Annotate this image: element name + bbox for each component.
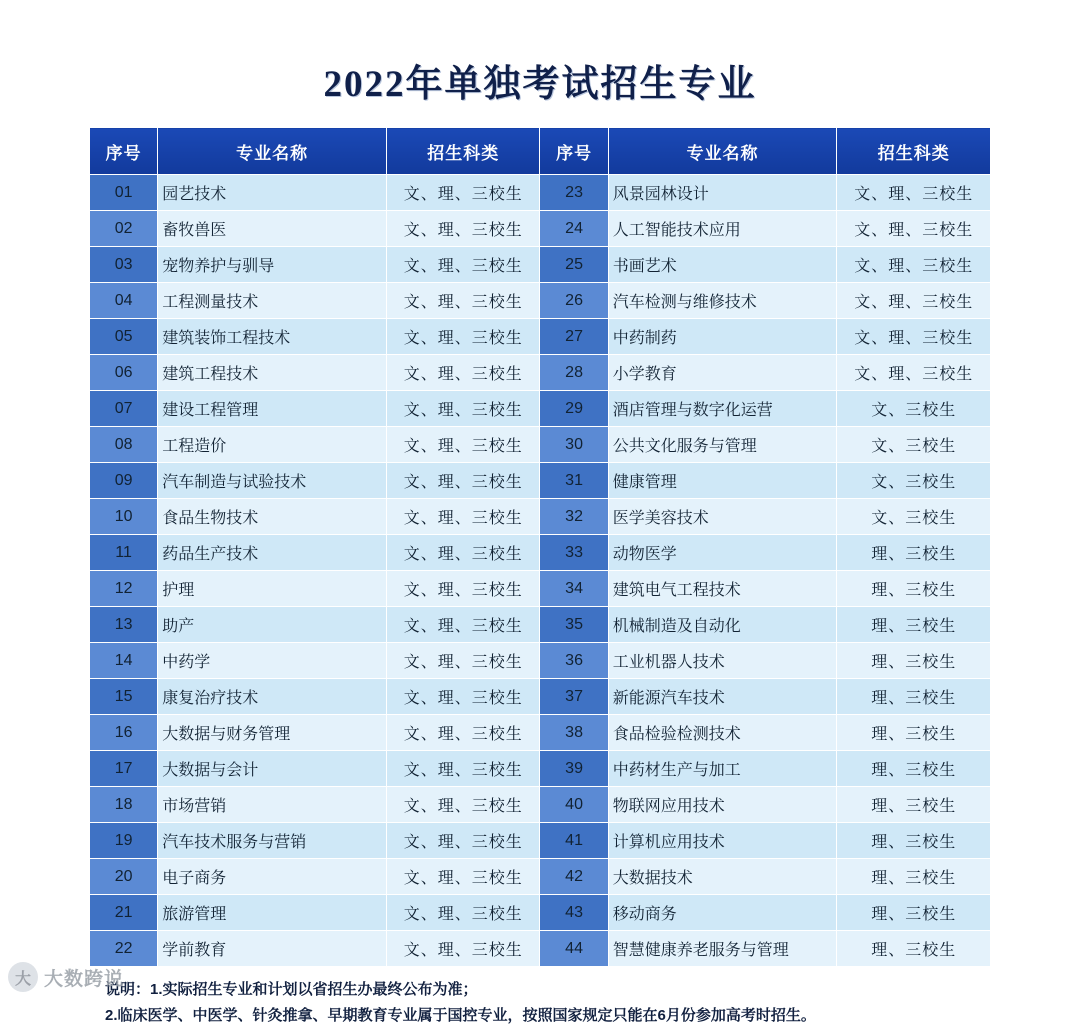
- cell-name-left: 食品生物技术: [158, 499, 387, 535]
- watermark-logo-icon: 大: [8, 962, 38, 992]
- cell-name-right: 健康管理: [608, 463, 837, 499]
- cell-num-right: 25: [540, 247, 608, 283]
- table-row: [90, 823, 991, 859]
- cell-type-right: 文、三校生: [837, 499, 991, 535]
- table-row: [90, 391, 991, 427]
- cell-type-right: 理、三校生: [837, 535, 991, 571]
- cell-type-right: 文、理、三校生: [837, 211, 991, 247]
- cell-type-right: 理、三校生: [837, 679, 991, 715]
- header-num-right: 序号: [540, 128, 608, 175]
- cell-type-left: 文、理、三校生: [386, 679, 540, 715]
- cell-type-right: 理、三校生: [837, 859, 991, 895]
- cell-name-left: 旅游管理: [158, 895, 387, 931]
- cell-name-right: 大数据技术: [608, 859, 837, 895]
- cell-num-right: 44: [540, 931, 608, 967]
- cell-type-left: 文、理、三校生: [386, 355, 540, 391]
- watermark-text: 大数跨说: [44, 968, 125, 990]
- cell-type-left: 文、理、三校生: [386, 319, 540, 355]
- cell-num-left: 05: [90, 319, 158, 355]
- cell-name-right: 中药材生产与加工: [608, 751, 837, 787]
- cell-num-right: 37: [540, 679, 608, 715]
- watermark: [8, 962, 124, 992]
- cell-name-right: 建筑电气工程技术: [608, 571, 837, 607]
- cell-name-right: 酒店管理与数字化运营: [608, 391, 837, 427]
- cell-num-right: 26: [540, 283, 608, 319]
- cell-type-right: 文、理、三校生: [837, 247, 991, 283]
- cell-num-left: 11: [90, 535, 158, 571]
- cell-type-right: 理、三校生: [837, 895, 991, 931]
- cell-type-right: 理、三校生: [837, 931, 991, 967]
- cell-type-right: 文、理、三校生: [837, 175, 991, 211]
- cell-type-right: 文、三校生: [837, 391, 991, 427]
- header-name-right: 专业名称: [608, 128, 837, 175]
- cell-type-right: 理、三校生: [837, 823, 991, 859]
- table-row: [90, 751, 991, 787]
- cell-type-left: 文、理、三校生: [386, 247, 540, 283]
- table-row: [90, 787, 991, 823]
- cell-num-right: 23: [540, 175, 608, 211]
- table-row: [90, 679, 991, 715]
- cell-num-left: 07: [90, 391, 158, 427]
- cell-name-right: 移动商务: [608, 895, 837, 931]
- cell-type-left: 文、理、三校生: [386, 463, 540, 499]
- header-type-left: 招生科类: [386, 128, 540, 175]
- cell-num-left: 13: [90, 607, 158, 643]
- cell-num-right: 27: [540, 319, 608, 355]
- cell-name-right: 物联网应用技术: [608, 787, 837, 823]
- cell-name-left: 大数据与财务管理: [158, 715, 387, 751]
- cell-type-left: 文、理、三校生: [386, 931, 540, 967]
- cell-name-right: 计算机应用技术: [608, 823, 837, 859]
- cell-type-right: 理、三校生: [837, 751, 991, 787]
- table-row: [90, 211, 991, 247]
- cell-num-left: 12: [90, 571, 158, 607]
- cell-name-left: 学前教育: [158, 931, 387, 967]
- cell-type-left: 文、理、三校生: [386, 391, 540, 427]
- majors-table: [89, 127, 991, 967]
- table-row: [90, 895, 991, 931]
- cell-num-left: 04: [90, 283, 158, 319]
- cell-name-left: 汽车技术服务与营销: [158, 823, 387, 859]
- majors-table-wrapper: [89, 127, 991, 967]
- cell-num-right: 32: [540, 499, 608, 535]
- cell-name-right: 书画艺术: [608, 247, 837, 283]
- cell-name-right: 风景园林设计: [608, 175, 837, 211]
- cell-type-left: 文、理、三校生: [386, 823, 540, 859]
- cell-type-left: 文、理、三校生: [386, 211, 540, 247]
- page-title: 2022年单独考试招生专业: [323, 64, 757, 105]
- cell-type-right: 理、三校生: [837, 787, 991, 823]
- cell-name-right: 中药制药: [608, 319, 837, 355]
- cell-name-left: 建设工程管理: [158, 391, 387, 427]
- table-row: [90, 535, 991, 571]
- cell-type-right: 理、三校生: [837, 643, 991, 679]
- cell-type-right: 文、理、三校生: [837, 355, 991, 391]
- table-body: [90, 175, 991, 967]
- cell-type-left: 文、理、三校生: [386, 643, 540, 679]
- cell-name-left: 工程造价: [158, 427, 387, 463]
- cell-num-left: 10: [90, 499, 158, 535]
- cell-name-right: 人工智能技术应用: [608, 211, 837, 247]
- cell-name-left: 中药学: [158, 643, 387, 679]
- cell-num-right: 40: [540, 787, 608, 823]
- cell-num-right: 33: [540, 535, 608, 571]
- cell-type-right: 文、三校生: [837, 463, 991, 499]
- cell-type-left: 文、理、三校生: [386, 175, 540, 211]
- cell-type-left: 文、理、三校生: [386, 895, 540, 931]
- table-row: [90, 607, 991, 643]
- cell-type-left: 文、理、三校生: [386, 535, 540, 571]
- cell-num-right: 38: [540, 715, 608, 751]
- cell-num-right: 34: [540, 571, 608, 607]
- cell-num-left: 01: [90, 175, 158, 211]
- cell-name-left: 康复治疗技术: [158, 679, 387, 715]
- cell-name-left: 工程测量技术: [158, 283, 387, 319]
- cell-num-left: 22: [90, 931, 158, 967]
- header-type-right: 招生科类: [837, 128, 991, 175]
- cell-num-right: 41: [540, 823, 608, 859]
- header-name-left: 专业名称: [158, 128, 387, 175]
- cell-num-right: 30: [540, 427, 608, 463]
- cell-num-right: 31: [540, 463, 608, 499]
- table-row: [90, 463, 991, 499]
- table-row: [90, 355, 991, 391]
- cell-num-left: 16: [90, 715, 158, 751]
- cell-name-left: 畜牧兽医: [158, 211, 387, 247]
- cell-type-left: 文、理、三校生: [386, 283, 540, 319]
- cell-type-left: 文、理、三校生: [386, 607, 540, 643]
- cell-name-left: 建筑装饰工程技术: [158, 319, 387, 355]
- cell-num-left: 09: [90, 463, 158, 499]
- cell-name-left: 助产: [158, 607, 387, 643]
- cell-type-left: 文、理、三校生: [386, 859, 540, 895]
- cell-name-right: 公共文化服务与管理: [608, 427, 837, 463]
- cell-num-left: 21: [90, 895, 158, 931]
- cell-name-left: 市场营销: [158, 787, 387, 823]
- cell-num-right: 24: [540, 211, 608, 247]
- cell-name-right: 动物医学: [608, 535, 837, 571]
- cell-num-left: 17: [90, 751, 158, 787]
- note-line-1: 说明：1.实际招生专业和计划以省招生办最终公布为准；: [105, 981, 478, 998]
- cell-name-right: 食品检验检测技术: [608, 715, 837, 751]
- table-row: [90, 499, 991, 535]
- cell-type-left: 文、理、三校生: [386, 427, 540, 463]
- table-row: [90, 319, 991, 355]
- cell-name-left: 园艺技术: [158, 175, 387, 211]
- table-row: [90, 571, 991, 607]
- cell-name-right: 机械制造及自动化: [608, 607, 837, 643]
- cell-name-left: 汽车制造与试验技术: [158, 463, 387, 499]
- cell-num-left: 14: [90, 643, 158, 679]
- cell-type-left: 文、理、三校生: [386, 571, 540, 607]
- cell-name-left: 大数据与会计: [158, 751, 387, 787]
- note-line-2: 2.临床医学、中医学、针灸推拿、早期教育专业属于国控专业，按照国家规定只能在6月份参加高考时招生。: [105, 1007, 816, 1025]
- cell-type-left: 文、理、三校生: [386, 715, 540, 751]
- cell-num-right: 35: [540, 607, 608, 643]
- cell-type-right: 理、三校生: [837, 715, 991, 751]
- cell-num-right: 28: [540, 355, 608, 391]
- cell-name-right: 工业机器人技术: [608, 643, 837, 679]
- cell-type-right: 文、理、三校生: [837, 319, 991, 355]
- cell-num-left: 18: [90, 787, 158, 823]
- cell-name-right: 汽车检测与维修技术: [608, 283, 837, 319]
- table-header-row: [90, 128, 991, 175]
- cell-num-left: 08: [90, 427, 158, 463]
- cell-num-right: 39: [540, 751, 608, 787]
- table-row: [90, 859, 991, 895]
- table-row: [90, 931, 991, 967]
- cell-num-left: 15: [90, 679, 158, 715]
- cell-type-right: 理、三校生: [837, 607, 991, 643]
- cell-num-right: 42: [540, 859, 608, 895]
- cell-name-left: 药品生产技术: [158, 535, 387, 571]
- cell-name-right: 智慧健康养老服务与管理: [608, 931, 837, 967]
- cell-name-right: 小学教育: [608, 355, 837, 391]
- table-row: [90, 283, 991, 319]
- table-row: [90, 643, 991, 679]
- cell-num-left: 02: [90, 211, 158, 247]
- table-row: [90, 427, 991, 463]
- cell-name-right: 医学美容技术: [608, 499, 837, 535]
- cell-num-left: 03: [90, 247, 158, 283]
- cell-type-right: 文、理、三校生: [837, 283, 991, 319]
- cell-num-right: 29: [540, 391, 608, 427]
- cell-num-left: 20: [90, 859, 158, 895]
- cell-num-left: 06: [90, 355, 158, 391]
- cell-num-right: 43: [540, 895, 608, 931]
- table-row: [90, 175, 991, 211]
- cell-type-left: 文、理、三校生: [386, 751, 540, 787]
- header-num-left: 序号: [90, 128, 158, 175]
- notes-block: [89, 977, 991, 1030]
- cell-num-right: 36: [540, 643, 608, 679]
- cell-name-right: 新能源汽车技术: [608, 679, 837, 715]
- cell-name-left: 电子商务: [158, 859, 387, 895]
- table-row: [90, 715, 991, 751]
- cell-name-left: 建筑工程技术: [158, 355, 387, 391]
- cell-name-left: 护理: [158, 571, 387, 607]
- cell-num-left: 19: [90, 823, 158, 859]
- cell-type-right: 文、三校生: [837, 427, 991, 463]
- cell-type-left: 文、理、三校生: [386, 499, 540, 535]
- cell-type-left: 文、理、三校生: [386, 787, 540, 823]
- table-row: [90, 247, 991, 283]
- cell-type-right: 理、三校生: [837, 571, 991, 607]
- cell-name-left: 宠物养护与驯导: [158, 247, 387, 283]
